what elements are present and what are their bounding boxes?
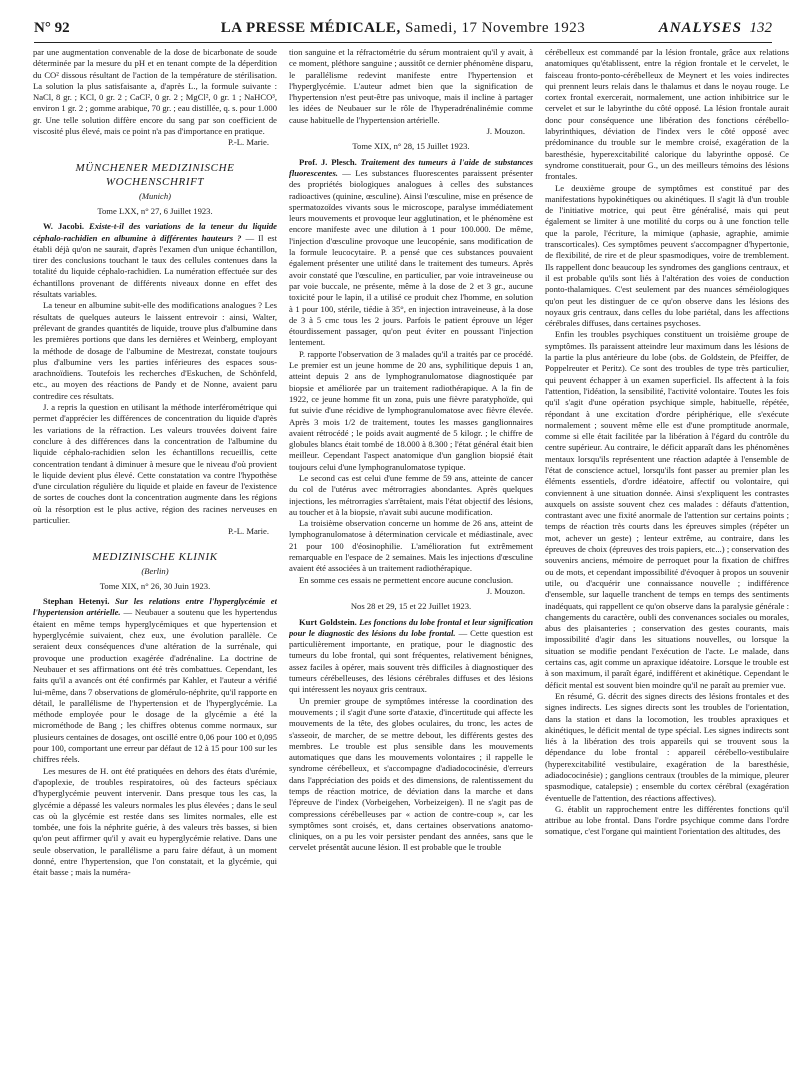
issue-line: Nos 28 et 29, 15 et 22 Juillet 1923. [350,601,472,612]
paragraph: cérébelleux est commandé par la lésion frontale, grâce aux relations anatomiques qu'établissent, entre la région frontale et le cervelet, le faisceau fronto-ponto-cérébelleux de Meynert et les voies indirectes qui prennent leurs relais dans le thalamus et dans le noyau rouge. Le cortex frontal exercerait, normalement, une action inhibitrice sur le cervelet et sur le labyrinthe du côté opposé. La lésion frontale aurait donc pour conséquence une libération des fonctions cérébello-labyrinthiques, déviation de l'index vers le côté opposé avec prédominance du trouble sur le membre croisé, exagération de la baresthésie, hyperexcitabilité calorique du labyrinthe opposé. Ce syndrome constituerait, pour G., un des meilleurs témoins des lésions frontales. [545,47,789,182]
paragraph: En somme ces essais ne permettent encore aucune conclusion. [299,574,514,585]
paragraph: Les mesures de H. ont été pratiquées en dehors des états d'urémie, d'apoplexie, de troubles respiratoires, où des facteurs spéciaux d'hyperglycémie peuvent intervenir. Dans presque tous les cas, la glycémie a dépassé les valeurs normales les plus élevées ; dans le seul cas où la glycémie est restée dans ses limites normales, elle est tombée, une fois la néphrite guérie, à des valeurs très basses, si bien qu'on peut affirmer qu'il y avait eu hyperglycémie relative. Dans une seule observation, le parallélisme a paru faire défaut, à un moment donné, entre l'hypertension, que l'on constatait, et la glycémie, qui était basse ; mais la numéra- [33,765,277,878]
paragraph: tion sanguine et la réfractométrie du sérum montraient qu'il y avait, à ce moment, pléthore sanguine ; aussitôt ce dernier phénomène disparu, le parallélisme redevint manifeste entre l'hypertension et l'hyperglycémie. L'auteur admet bien que la signification de l'hypertension n'est peut-être pas univoque, mais il incline à partager les idées de Neubauer sur le rôle de l'hyperadrénalinémie comme cause habituelle de l'hypertension artérielle. [289,47,533,125]
journal-name: LA PRESSE MÉDICALE, [220,20,401,36]
article-text: — Cette question est particulièrement importante, en pratique, pour le diagnostic des tumeurs du lobe frontal, qui sont fréquentes, relativement bénignes, assez faciles à opérer, mais souvent très difficiles à diagnostiquer des tumeurs cérébelleuses, des lésions cérébrales diffuses et des lésions qui intéressent les noyaux gris centraux. [289,627,533,695]
issue-line: Tome LXX, n° 27, 6 Juillet 1923. [97,205,213,216]
article-author: Prof. J. Plesch. [299,156,357,167]
column-3 [545,47,789,1077]
issue-date: Samedi, 17 Novembre 1923 [404,20,586,36]
article-title: Existe-t-il des variations de la teneur du liquide céphalo-rachidien en albumine à différentes hauteurs ? [33,221,277,243]
paragraph: Enfin les troubles psychiques constituent un troisième groupe de symptômes. Ils paraissent atteindre leur maximum dans les lésions de la partie la plus antérieure du lobe (obs. de Goldstein, de Pfeiffer, de Poppelreuter et Peritz). Ce sont des troubles de type très particulier, qui peuvent échapper à un examen superficiel. Ils affectent à la fois l'attention, l'idéation, la sensibilité, l'activité volontaire. Toutes les fois qu'il s'agit d'une opération psychique simple, habituelle, répétée, répondant à une excitation d'ordre périphérique, elle s'exécute normalement ; souvent même elle est d'une promptitude anormale, comme si elle était facilitée par la libération à l'égard du contrôle du centre supérieur. Au contraire, le déficit apparaît dans les phénomènes mentaux lorsqu'ils représentent une réaction adaptée à l'ensemble de l'état de conscience actuel, lorsqu'ils font passer au premier plan les éléments essentiels, d'ordre idéatoire, affectif ou volontaire, qui conviennent à une situation donnée. Ainsi s'expliquent les contrastes auxquels on assiste souvent chez ces malades : défauts d'attention, contrastant avec une fixité anormale de l'attention sur certains points ; temps de réaction très courts dans les épreuves simples (répéter un mot, achever un geste) ; lenteur extrême, au contraire, dans les épreuves de choix (épreuves des trois papiers, etc...) ; conservation des souvenirs anciens, mémoire de perroquet pour la fixation de chiffres ou de mots, et cependant impossibilité d'évoquer à propos un souvenir utile, ou d'acquérir une connaissance nouvelle ; indifférence d'ensemble, sur laquelle tranchent de temps en temps des sentiments inadéquats, qui rappellent ce qu'on observe dans la paralysie générale : changements du caractère, oubli des convenances sociales ou morales, abus des plaisanteries ; conservation des gestes courants, mais impossibilité d'agir dans les situations nouvelles, ou lorsque la situation se modifie pendant l'exécution de l'acte. Le malade, dans certains cas, agit comme un apraxique idéatoire. Lorsque le trouble est à son maximum, il paraît égaré, indifférent et akinétique. Cependant le déficit mental est souvent bien moindre qu'il ne paraît au premier vue. [545,329,789,690]
article-title: Traitement des tumeurs à l'aide de substances fluorescentes. [289,156,533,178]
paragraph: P. rapporte l'observation de 3 malades qu'il a traités par ce procédé. Le premier est un jeune homme de 20 ans, syphilitique depuis 1 an, atteint depuis 2 ans de lymphogranulomatose diagnostiquée par biopsie et améliorée par un traitement radiothérapique. A la fin de 1922, ce jeune homme fit un zona, puis une fièvre paratyphoïde, qui fut suivie d'une récidive de lymphogranulomatose avec fièvre élevée. Après 3 mois 1/2 de traitement, toutes les masses ganglionnaires avaient rétrocédé ; le poids avait augmenté de 5 kilogr. ; le chiffre de globules blancs était tombé de 18.000 à 8.300 ; l'état général était bien meilleur. Cependant l'aspect anatomique d'un ganglion biopsié était toujours celui d'une lymphogranulomatose typique. [289,348,533,472]
page-number: 132 [749,20,772,36]
paragraph: Un premier groupe de symptômes intéresse la coordination des mouvements ; il s'agit d'une sorte d'ataxie, d'incertitude qui affecte les mouvements de la tête, des globes oculaires, du tronc, les actes de s'asseoir, de marcher, de se mettre debout, les différents gestes des membres. Le trouble est plus sensible dans les mouvements automatiques que dans les mouvements volontaires ; il rappelle le syndrome cérébelleux, et s'accompagne d'adiadococinésie, d'erreurs dans l'appréciation des poids et des dimensions, de ralentissement du temps de réaction motrice, de déviation dans la marche et dans l'épreuve de l'index (Vorbeigehen, Vorbeizeigen). Il ne s'agit pas de compressions cérébelleuses par « action de contre-coup », car les symptômes sont croisés, et, dans certaines observations anatomo-cliniques, on a pu les voir persister pendant des années, sans que le cervelet présentât aucune lésion. Il est probable que le trouble [289,695,533,853]
article-title: Sur les relations entre l'hyperglycémie et l'hypertension artérielle. [33,596,277,618]
signature: P.-L. Marie. [227,526,269,537]
column-2 [289,47,533,1077]
paragraph: G. établit un rapprochement entre les différentes fonctions qu'il attribue au lobe frontal. Dans l'ordre psychique comme dans l'ordre somatique, c'est l'organe qui maintient l'orientation des altitudes, des [545,803,789,837]
article-text: — Neubauer a soutenu que les hypertendus étaient en même temps hyperglycémiques et que hypertension et hyperglycémie suivaient, chez eux, une évolution parallèle. Ce seraient deux conséquences d'une altération de la surrénale, qui provoque une production exagérée d'adrénaline. La doctrine de Neubauer et ses affirmations ont été très combattues. Cependant, les faits qu'il a avancés ont été confirmés par Kahler, et l'auteur a vérifié lui-même, dans 7 observations de glomérulo-néphrite, qu'il rapporte en détail, le parallélisme de l'hypertension et de l'hyperglycémie. La méthode employée pour le dosage de la glycémie a été la microméthode de Bang ; les chiffres obtenus comme normaux, sur plusieurs centaines de dosages, ont oscillé entre 0,06 pour 100 et 0,095 pour 100, comportant une erreur par défaut de 12 à 15 pour 100 sur les chiffres réels. [33,607,277,765]
issue-line: Tome XIX, n° 26, 30 Juin 1923. [99,580,211,591]
journal-city: (Berlin) [141,565,169,576]
paragraph: par une augmentation convenable de la dose de bicarbonate de soude déterminée par la mesure du pH et en tenant compte de la déperdition du CO² dissous résultant de l'action de la température de stérilisation. La solution la plus satisfaisante a, d'après L., la formule suivante : NaCl, 8 gr. ; KCl, 0 gr. 2 ; CaCl², 0 gr. 2 ; MgCl², 0 gr. 1 ; NaHCO³, environ 1 gr. 2 ; gomme arabique, 70 gr. ; eau distillée, q. s. pour 1.000 gr. Une telle solution diffère encore du sang par son coefficient de viscosité plus élevé, mais ce point n'a pas d'importance en pratique. [33,47,277,137]
paragraph: J. a repris la question en utilisant la méthode interférométrique qui permet d'apprécier les différences de concentration du liquide d'après les variations de la réfraction. Les valeurs trouvées doivent faire conclure à des différences dans la concentration de l'albumine du liquide céphalo-rachidien selon les échantillons recueillis, cette concentration tendant à diminuer à mesure que le niveau d'où provient le liquide devient plus élevé. Cette constatation va contre l'hypothèse d'une circulation régulière du liquide et plaide en faveur de l'existence de sortes de couches dont la concentration augmente dans les régions où la résorption est le plus active, région des racines nerveuses en particulier. [33,402,277,525]
article-author: Stephan Hetenyi. [43,596,110,607]
signature: J. Mouzon. [486,585,525,596]
paragraph: Le second cas est celui d'une femme de 59 ans, atteinte de cancer du col de l'utérus avec métrorragies abondantes. Après quelques injections, les métrorragies s'arrêtaient, mais l'état objectif des lésions, au toucher et à la biopsie, n'avait subi aucune modification. [289,472,533,517]
article-author: W. Jacobi. [43,221,84,232]
signature: P.-L. Marie. [227,137,269,148]
paragraph: La troisième observation concerne un homme de 26 ans, atteint de lymphogranulomatose à détermination cervicale et médiastinale, avec 21 pour 100 d'éosinophilie. L'amélioration fut extrêmement remarquable en l'espace de 2 semaines. Mais les injections d'œsculine avaient été associées à un traitement radiothérapique. [289,518,533,574]
article-intro [289,617,533,696]
article-intro [289,157,533,349]
paragraph: Le deuxième groupe de symptômes est constitué par des manifestations hypokinétiques ou akinétiques. Il s'agit là d'un trouble de l'initiative motrice, qui peut être généralisé, mais qui peut également se limiter à une motilité du corps ou à une fonction telle que la parole, l'écriture, la mimique (aphasie, agraphie, amimie transcorticales). Ces symptômes peuvent s'accompagner d'hypertonie, de flexibilité, de rire et de pleur spasmodiques, voire de tremblement. Ils rappellent donc beaucoup les syndromes des ganglions centraux, et il est probable qu'ils sont liés à l'altération des voies de conduction ponto-thalamiques. C'est seulement par des nuances séméiologiques qu'on peut les distinguer de ce qu'on observe dans les lésions des noyaux gris centraux, dans celles du lobe pariétal, dans les affections cérébrales diffuses, dans certaines psychoses. [545,182,789,329]
journal-heading: MÜNCHENER MEDIZINISCHE WOCHENSCHRIFT [75,161,235,188]
article-author: Kurt Goldstein. [299,616,357,627]
article-text: — Il est établi déjà qu'on ne saurait, d'après l'examen d'un unique échantillon, tirer des conclusions touchant le taux des cellules contenues dans la totalité du liquide céphalo-rachidien. La numération effectuée sur des échantillons provenant de différents niveaux donne en effet des résultats variables. [33,232,277,300]
journal-city: (Munich) [139,190,171,201]
article-intro [33,221,277,300]
paragraph: En résumé, G. décrit des signes directs des lésions frontales et des signes indirects. Les signes directs sont les troubles de l'orientation, dans la station et dans la locomotion, les troubles apraxiques et akinétiques, le déficit mental de type spécial. Les signes indirects sont liés à la libération des trois appareils qui se trouvent sous la dépendance du lobe frontal : appareil cérébello-vestibulaire (hyperexcitabilité vestibulaire, exagération de la baresthésie, adiadococinésie) ; ganglions centraux (troubles de la mimique, pleurer spasmodique, catalepsie) ; ensemble du cortex cérébral (exagération éventuelle de l'attention, des réactions affectives). [545,690,789,803]
signature: J. Mouzon. [486,126,525,137]
issue-number: N° 92 [34,20,70,36]
issue-line: Tome XIX, n° 28, 15 Juillet 1923. [352,141,470,152]
page-header [34,20,772,43]
article-title: Les fonctions du lobe frontal et leur signification pour le diagnostic des lésions du lobe frontal. [289,616,533,638]
paragraph: La teneur en albumine subit-elle des modifications analogues ? Les résultats de quelques auteurs le laissent entrevoir : ainsi, Walter, prélevant de grandes quantités de liquide, trouve plus d'albumine dans les premières portions que dans les dernières et Weinberg, employant la méthode de dosage de l'albumine de Mestrezat, constate toujours plus d'albumine vers les parties inférieures des espaces sous-arachnoïdiens. Toutefois les recherches d'Eskuchen, de Schönfeld, etc., au moyen des réactions de Pandy et de Nonne, avaient paru contredire ces résultats. [33,300,277,401]
article-text: — Les substances fluorescentes paraissent présenter des propriétés biologiques analogues à celles des substances radioactives (quinine, œsculine). Ainsi l'œsculine, mise en présence de spermatozoïdes vivants sous le microscope, paralyse immédiatement leurs mouvements et provoque leur agglutination, et le phénomène est encore manifeste avec une dilution à 1 pour 100.000. De même, l'injection d'œsculine provoque une leucopénie, sans modification de la formule leucocytaire. P. a pensé que ces substances pouvaient également présenter une utilité dans le traitement des tumeurs. Après avoir constaté que l'œsculine, en particulier, par voie intraveineuse ou par voie buccale, ne présente, même à la dose de 2 et 3 gr., aucune toxicité pour le lapin, il a utilisé ce produit chez l'homme, en solution à 1 pour 100, stérile, tiédie à 35°, en injection intraveineuse, à la dose de 3 à 5 cmc tous les 2 jours. Parfois le patient éprouve un léger étourdissement passager, qu'on peut éviter en poussant l'injection lentement. [289,167,533,348]
section-title: ANALYSES [658,20,742,36]
journal-heading: MEDIZINISCHE KLINIK [92,550,218,563]
article-intro [33,596,277,765]
column-1 [33,47,277,1077]
